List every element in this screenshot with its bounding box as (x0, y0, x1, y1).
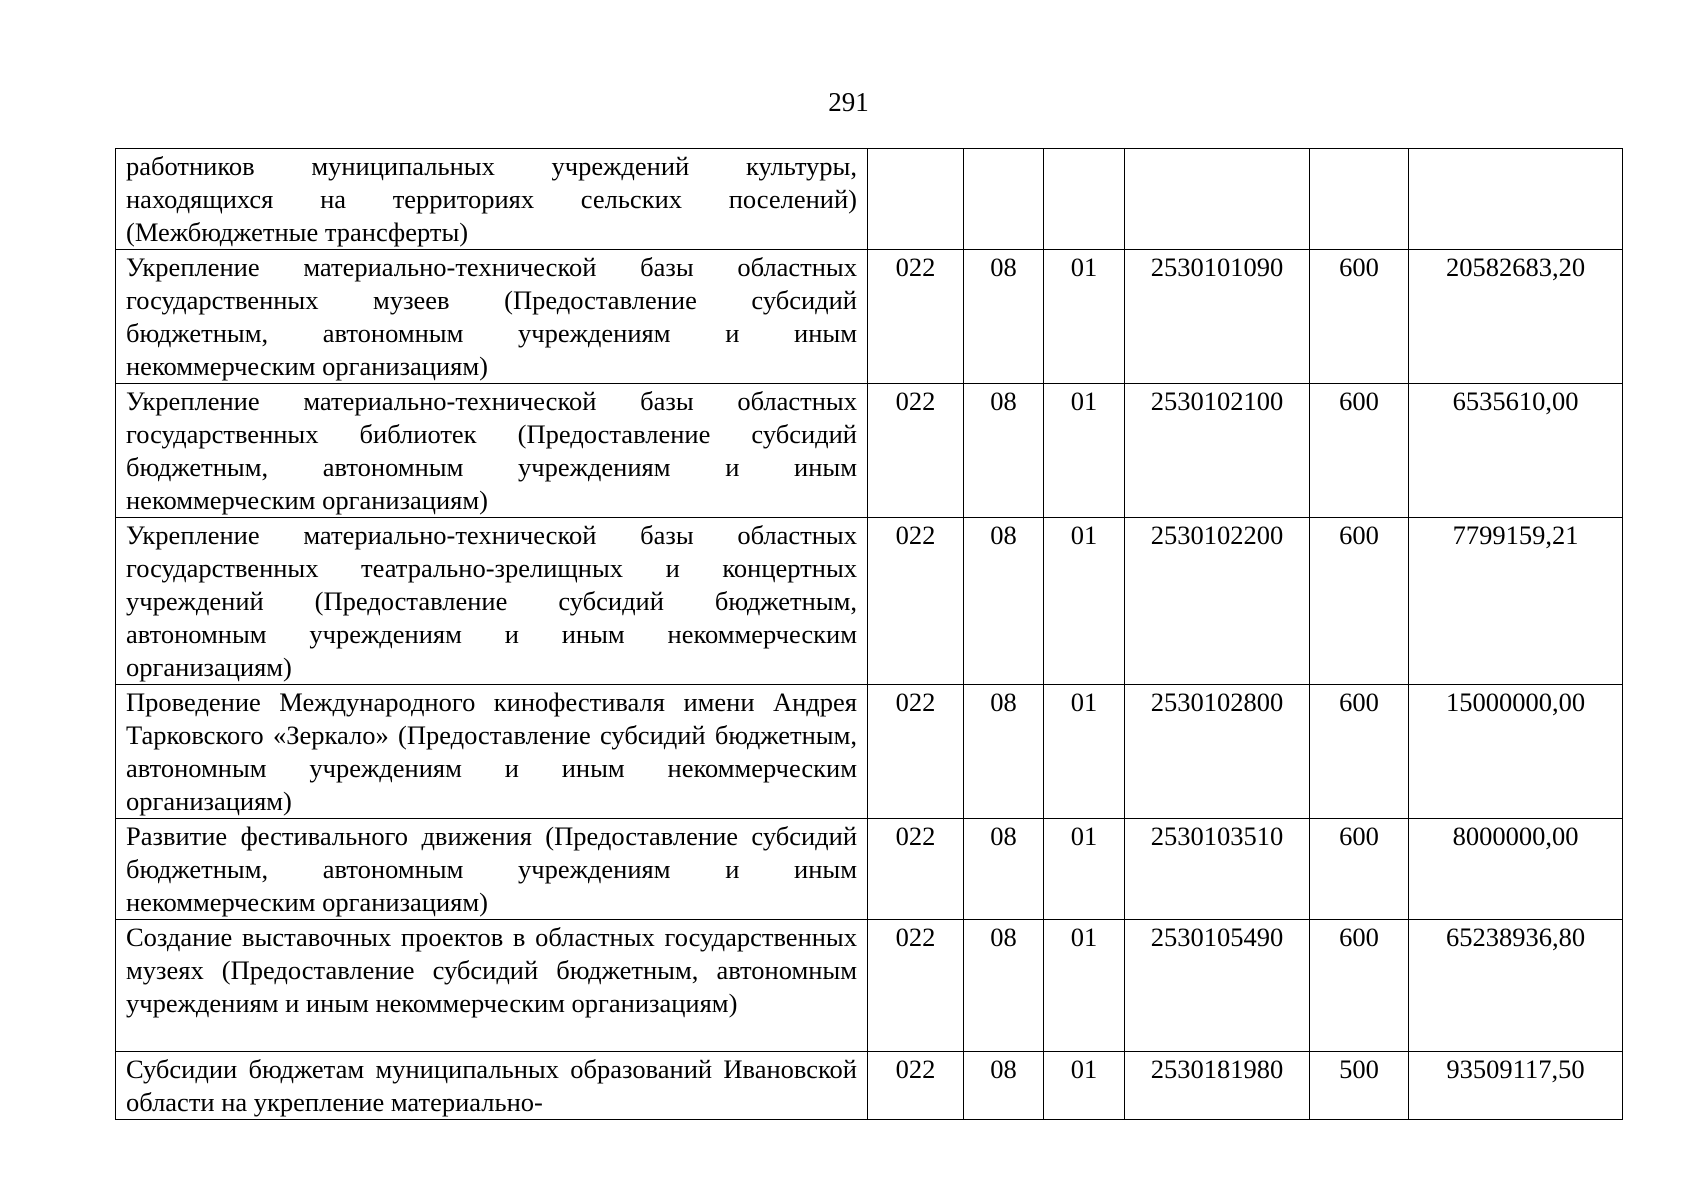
row-description: Создание выставочных проектов в областных государственных музеях (Предоставление субсидий бюджетным, автономным учреждениям и иным некоммерческим организациям) (116, 920, 868, 1052)
cell-amount: 6535610,00 (1409, 384, 1623, 518)
cell-subsection (1044, 149, 1125, 250)
cell-subsection: 01 (1044, 819, 1125, 920)
cell-subsection: 01 (1044, 920, 1125, 1052)
cell-expense-type: 600 (1310, 685, 1409, 819)
cell-amount: 65238936,80 (1409, 920, 1623, 1052)
cell-grbs: 022 (868, 920, 964, 1052)
cell-target-article: 2530101090 (1125, 250, 1310, 384)
cell-target-article: 2530102800 (1125, 685, 1310, 819)
cell-section (964, 149, 1044, 250)
cell-subsection: 01 (1044, 250, 1125, 384)
table-row (116, 819, 1623, 920)
cell-section: 08 (964, 819, 1044, 920)
row-description: Проведение Международного кинофестиваля имени Андрея Тарковского «Зеркало» (Предоставление субсидий бюджетным, автономным учреждениям и иным некоммерческим организациям) (116, 685, 868, 819)
cell-grbs (868, 149, 964, 250)
table-row (116, 920, 1623, 1052)
cell-target-article: 2530102200 (1125, 518, 1310, 685)
row-description: Укрепление материально-технической базы областных государственных музеев (Предоставление субсидий бюджетным, автономным учреждениям и иным некоммерческим организациям) (116, 250, 868, 384)
cell-grbs: 022 (868, 819, 964, 920)
cell-expense-type: 500 (1310, 1052, 1409, 1120)
cell-amount: 7799159,21 (1409, 518, 1623, 685)
budget-table (115, 148, 1623, 1120)
cell-expense-type: 600 (1310, 920, 1409, 1052)
cell-section: 08 (964, 685, 1044, 819)
cell-section: 08 (964, 250, 1044, 384)
cell-amount: 20582683,20 (1409, 250, 1623, 384)
row-description: Субсидии бюджетам муниципальных образований Ивановской области на укрепление материально- (116, 1052, 868, 1120)
cell-expense-type: 600 (1310, 819, 1409, 920)
cell-subsection: 01 (1044, 1052, 1125, 1120)
cell-expense-type: 600 (1310, 518, 1409, 685)
cell-amount (1409, 149, 1623, 250)
cell-subsection: 01 (1044, 384, 1125, 518)
cell-target-article: 2530105490 (1125, 920, 1310, 1052)
cell-grbs: 022 (868, 518, 964, 685)
row-description: Развитие фестивального движения (Предоставление субсидий бюджетным, автономным учреждениям и иным некоммерческим организациям) (116, 819, 868, 920)
cell-amount: 15000000,00 (1409, 685, 1623, 819)
table-row (116, 685, 1623, 819)
cell-expense-type: 600 (1310, 384, 1409, 518)
cell-expense-type (1310, 149, 1409, 250)
cell-section: 08 (964, 518, 1044, 685)
page-number: 291 (828, 87, 869, 117)
cell-subsection: 01 (1044, 685, 1125, 819)
table-row (116, 1052, 1623, 1120)
row-description: Укрепление материально-технической базы областных государственных библиотек (Предоставление субсидий бюджетным, автономным учреждениям и иным некоммерческим организациям) (116, 384, 868, 518)
row-description: Укрепление материально-технической базы областных государственных театрально-зрелищных и концертных учреждений (Предоставление субсидий бюджетным, автономным учреждениям и иным некоммерческим организациям) (116, 518, 868, 685)
cell-grbs: 022 (868, 384, 964, 518)
table-row (116, 384, 1623, 518)
cell-target-article: 2530102100 (1125, 384, 1310, 518)
cell-grbs: 022 (868, 685, 964, 819)
cell-expense-type: 600 (1310, 250, 1409, 384)
cell-section: 08 (964, 1052, 1044, 1120)
table-row (116, 149, 1623, 250)
row-description: работников муниципальных учреждений культуры, находящихся на территориях сельских поселений) (Межбюджетные трансферты) (116, 149, 868, 250)
cell-subsection: 01 (1044, 518, 1125, 685)
cell-section: 08 (964, 384, 1044, 518)
cell-target-article (1125, 149, 1310, 250)
cell-grbs: 022 (868, 1052, 964, 1120)
table-row (116, 250, 1623, 384)
cell-target-article: 2530103510 (1125, 819, 1310, 920)
table-row (116, 518, 1623, 685)
cell-amount: 93509117,50 (1409, 1052, 1623, 1120)
cell-section: 08 (964, 920, 1044, 1052)
cell-target-article: 2530181980 (1125, 1052, 1310, 1120)
cell-amount: 8000000,00 (1409, 819, 1623, 920)
cell-grbs: 022 (868, 250, 964, 384)
